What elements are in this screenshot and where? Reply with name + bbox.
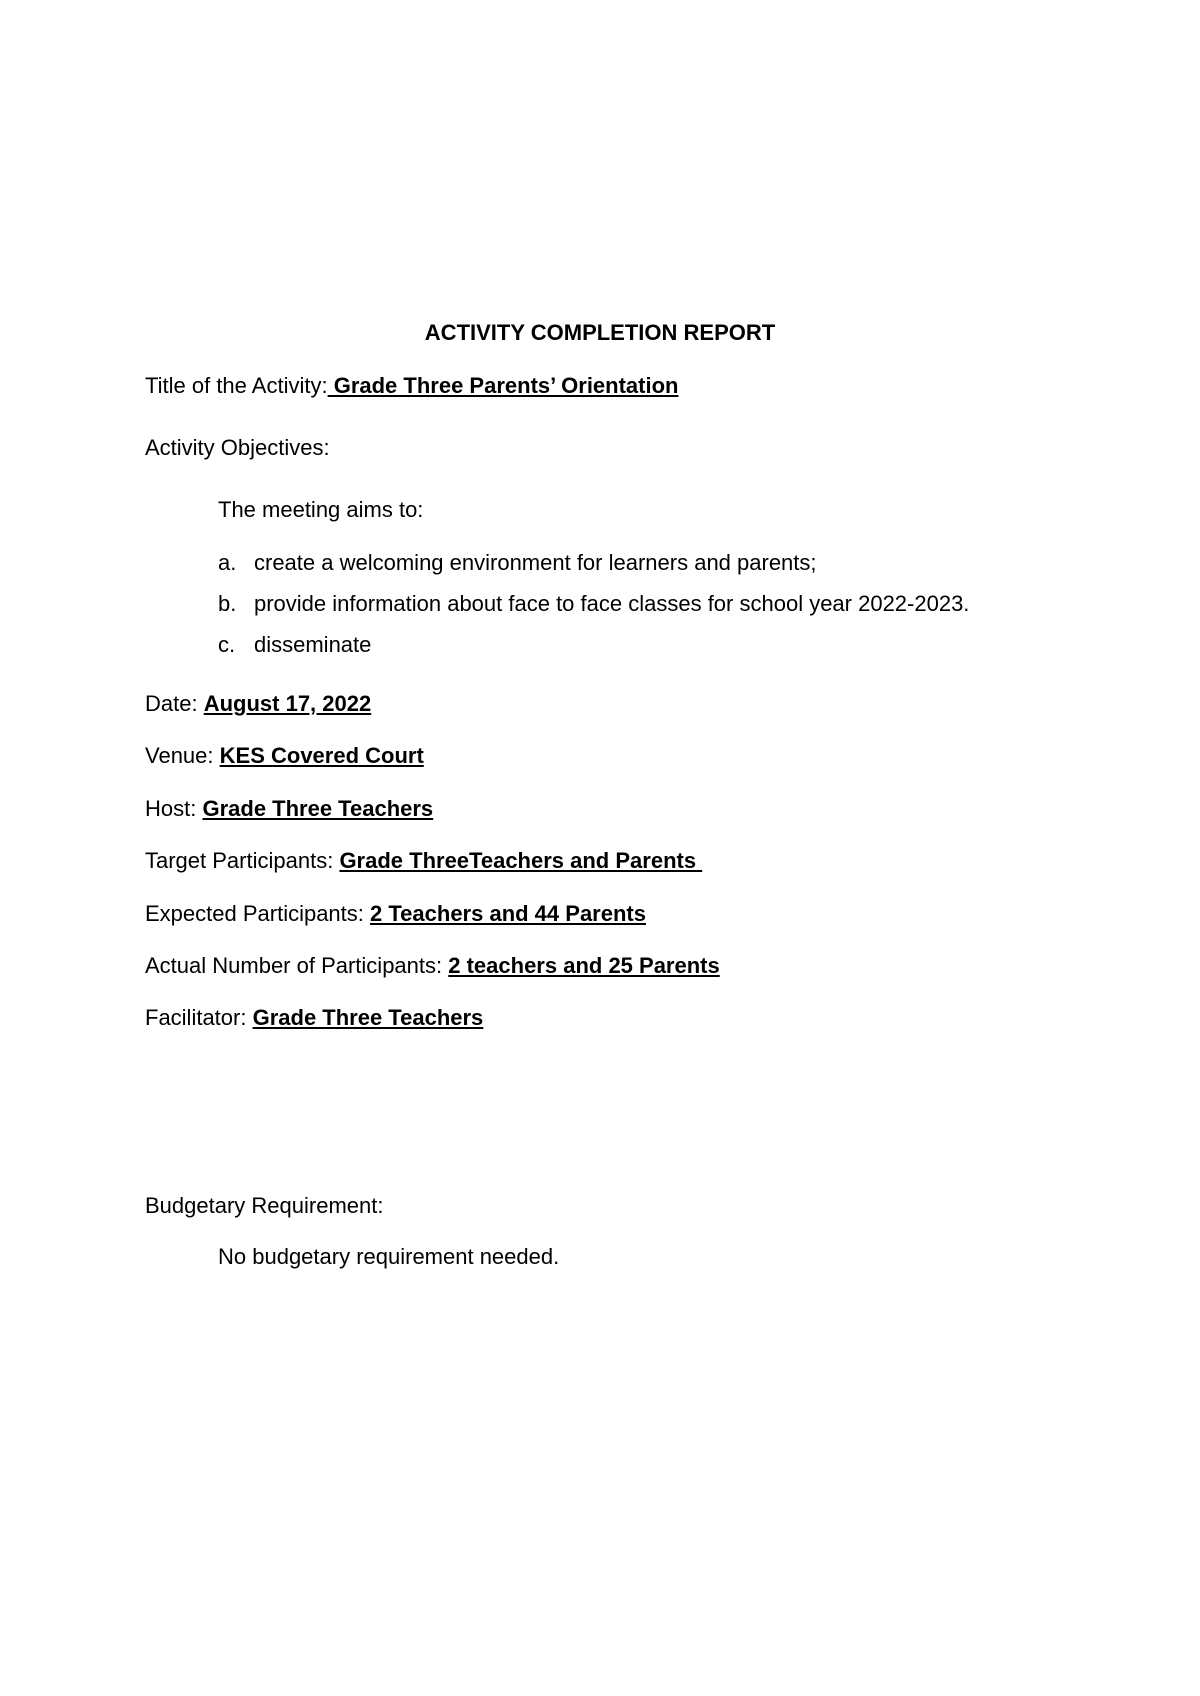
actual-participants-value: 2 teachers and 25 Parents	[448, 953, 720, 978]
actual-participants-label: Actual Number of Participants:	[145, 953, 449, 978]
expected-participants-row	[145, 901, 646, 927]
host-label: Host:	[145, 796, 203, 821]
facilitator-value: Grade Three Teachers	[252, 1005, 484, 1030]
target-participants-row	[145, 848, 702, 874]
objective-marker-b: b.	[218, 591, 237, 616]
objectives-label: Activity Objectives:	[145, 435, 330, 460]
venue-row	[145, 743, 424, 769]
objective-text-c: disseminate	[254, 632, 372, 657]
report-heading: ACTIVITY COMPLETION REPORT	[424, 320, 776, 345]
objective-text-b: provide information about face to face classes for school year 2022-2023.	[254, 591, 970, 616]
budget-label: Budgetary Requirement:	[145, 1193, 384, 1218]
activity-title-value: Grade Three Parents’ Orientation	[327, 373, 679, 398]
facilitator-row	[145, 1005, 483, 1031]
venue-label: Venue:	[145, 743, 220, 768]
objectives-intro: The meeting aims to:	[218, 497, 424, 522]
activity-title-row	[145, 373, 678, 399]
venue-value: KES Covered Court	[219, 743, 424, 768]
date-label: Date:	[145, 691, 204, 716]
objective-marker-a: a.	[218, 550, 237, 575]
host-row	[145, 796, 433, 822]
actual-participants-row	[145, 953, 720, 979]
host-value: Grade Three Teachers	[202, 796, 434, 821]
expected-participants-label: Expected Participants:	[145, 901, 371, 926]
objective-text-a: create a welcoming environment for learners and parents;	[254, 550, 817, 575]
target-participants-label: Target Participants:	[145, 848, 340, 873]
date-value: August 17, 2022	[203, 691, 372, 716]
date-row	[145, 691, 371, 717]
facilitator-label: Facilitator:	[145, 1005, 253, 1030]
activity-title-label: Title of the Activity:	[145, 373, 328, 398]
budget-text: No budgetary requirement needed.	[218, 1244, 560, 1269]
expected-participants-value: 2 Teachers and 44 Parents	[370, 901, 646, 926]
objective-marker-c: c.	[218, 632, 236, 657]
target-participants-value: Grade ThreeTeachers and Parents	[339, 848, 703, 873]
